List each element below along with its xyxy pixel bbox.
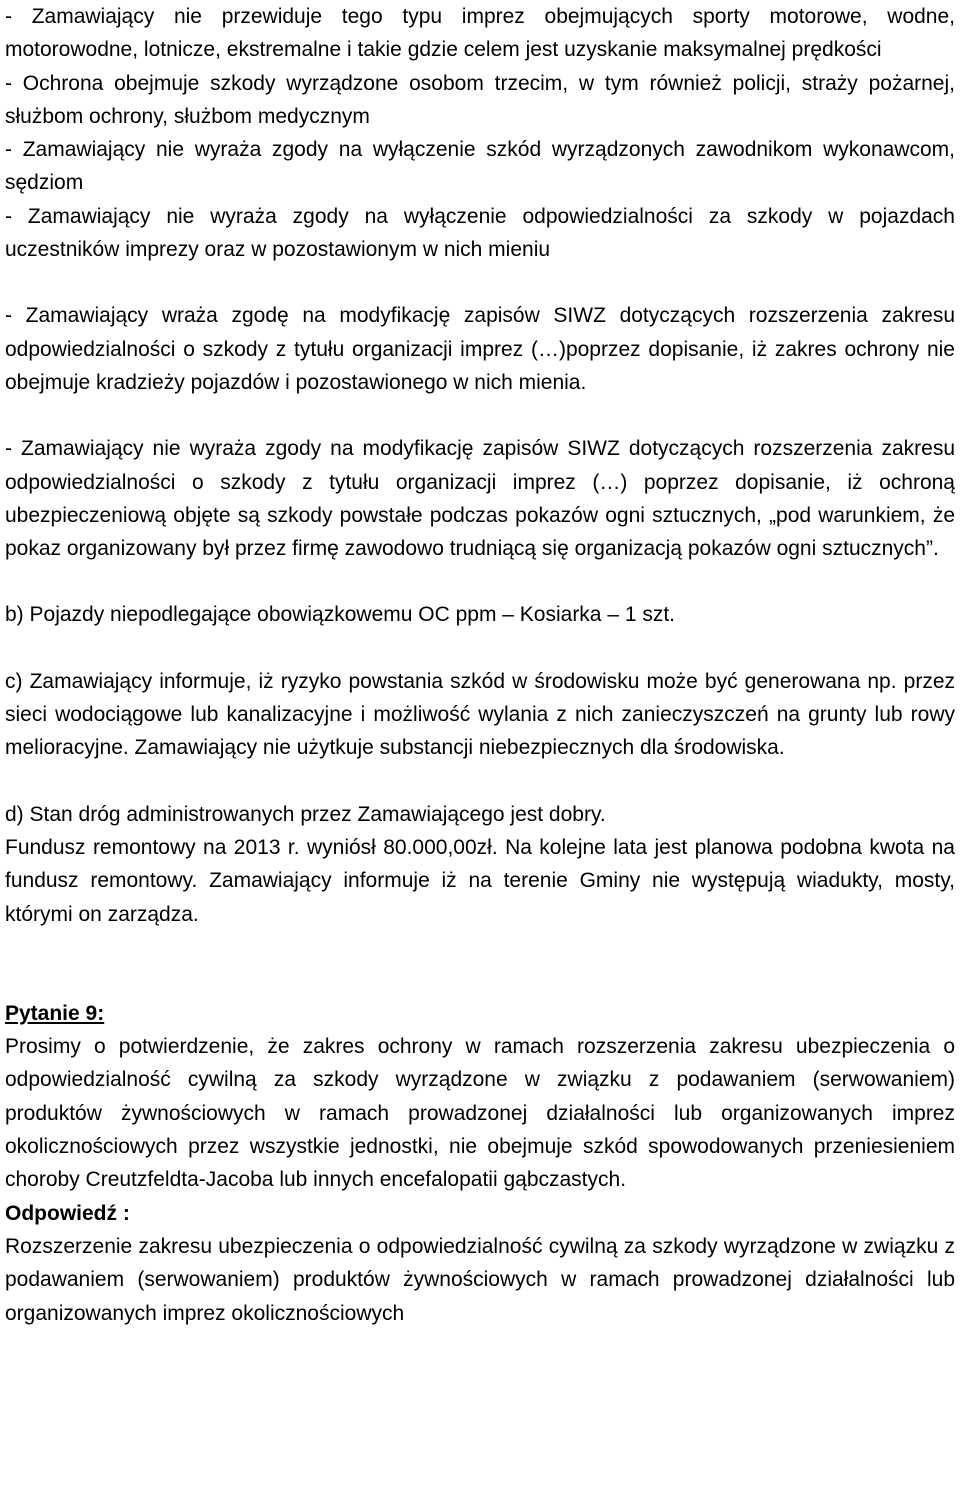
answer-heading: Odpowiedź :	[5, 1201, 130, 1225]
item-d-fund: Fundusz remontowy na 2013 r. wyniósł 80.000,00zł. Na kolejne lata jest planowa podobna kwota na fundusz remontowy. Zamawiający informuje iż na terenie Gminy nie występują wiadukty, mosty, którymi on zarządza.	[5, 835, 955, 926]
spacer	[5, 765, 955, 798]
question-9-text: Prosimy o potwierdzenie, że zakres ochrony w ramach rozszerzenia zakresu ubezpieczenia o odpowiedzialność cywilną za szkody wyrządzone w związku z podawaniem (serwowaniem) produktów żywnościowych w ramach prowadzonej działalności lub organizowanych imprez okolicznościowych przez wszystkie jednostki, nie obejmuje szkód spowodowanych przeniesieniem choroby Creutzfeldta-Jacoba lub innych encefalopatii gąbczastych.	[5, 1035, 955, 1192]
item-c-environment: c) Zamawiający informuje, iż ryzyko powstania szkód w środowisku może być generowana np. przez sieci wodociągowe lub kanalizacyjne i możliwość wylania z nich zanieczyszczeń na grunty lub rowy melioracyjne. Zamawiający nie użytkuje substancji niebezpiecznych dla środowiska.	[5, 669, 955, 760]
spacer	[5, 399, 955, 432]
spacer	[5, 632, 955, 665]
paragraph-vehicles: - Zamawiający nie wyraża zgody na wyłączenie odpowiedzialności za szkody w pojazdach uczestników imprezy oraz w pozostawionym w nich mieniu	[5, 204, 955, 262]
item-b-vehicles: b) Pojazdy niepodlegające obowiązkowemu OC ppm – Kosiarka – 1 szt.	[5, 603, 676, 627]
paragraph-sports-exclusion: - Zamawiający nie przewiduje tego typu imprez obejmujących sporty motorowe, wodne, motorowodne, lotnicze, ekstremalne i takie gdzie celem jest uzyskanie maksymalnej prędkości	[5, 5, 955, 62]
paragraph-siwz-consent: - Zamawiający wraża zgodę na modyfikację zapisów SIWZ dotyczących rozszerzenia zakresu odpowiedzialności o szkody z tytułu organizacji imprez (…)poprzez dopisanie, iż zakres ochrony nie obejmuje kradzieży pojazdów i pozostawionego w nich mienia.	[5, 304, 955, 394]
answer-text: Rozszerzenie zakresu ubezpieczenia o odpowiedzialność cywilną za szkody wyrządzone w związku z podawaniem (serwowaniem) produktów żywnościowych w ramach prowadzonej działalności lub organizowanych imprez okolicznościowych	[5, 1234, 955, 1325]
spacer	[5, 931, 955, 997]
paragraph-third-parties: - Ochrona obejmuje szkody wyrządzone osobom trzecim, w tym również policji, straży pożarnej, służbom ochrony, służbom medycznym	[5, 71, 955, 128]
item-d-roads: d) Stan dróg administrowanych przez Zamawiającego jest dobry.	[5, 802, 606, 826]
document-page	[5, 0, 955, 1330]
paragraph-competitors: - Zamawiający nie wyraża zgody na wyłączenie szkód wyrządzonych zawodnikom wykonawcom, sędziom	[5, 138, 955, 195]
spacer	[5, 266, 955, 299]
spacer	[5, 565, 955, 598]
paragraph-siwz-fireworks: - Zamawiający nie wyraża zgody na modyfikację zapisów SIWZ dotyczących rozszerzenia zakresu odpowiedzialności o szkody z tytułu organizacji imprez (…) poprzez dopisanie, iż ochroną ubezpieczeniową objęte są szkody powstałe podczas pokazów ogni sztucznych, „pod warunkiem, że pokaz organizowany był przez firmę zawodowo trudniącą się organizacją pokazów ogni sztucznych”.	[5, 437, 955, 561]
question-9-heading: Pytanie 9:	[5, 1001, 105, 1025]
